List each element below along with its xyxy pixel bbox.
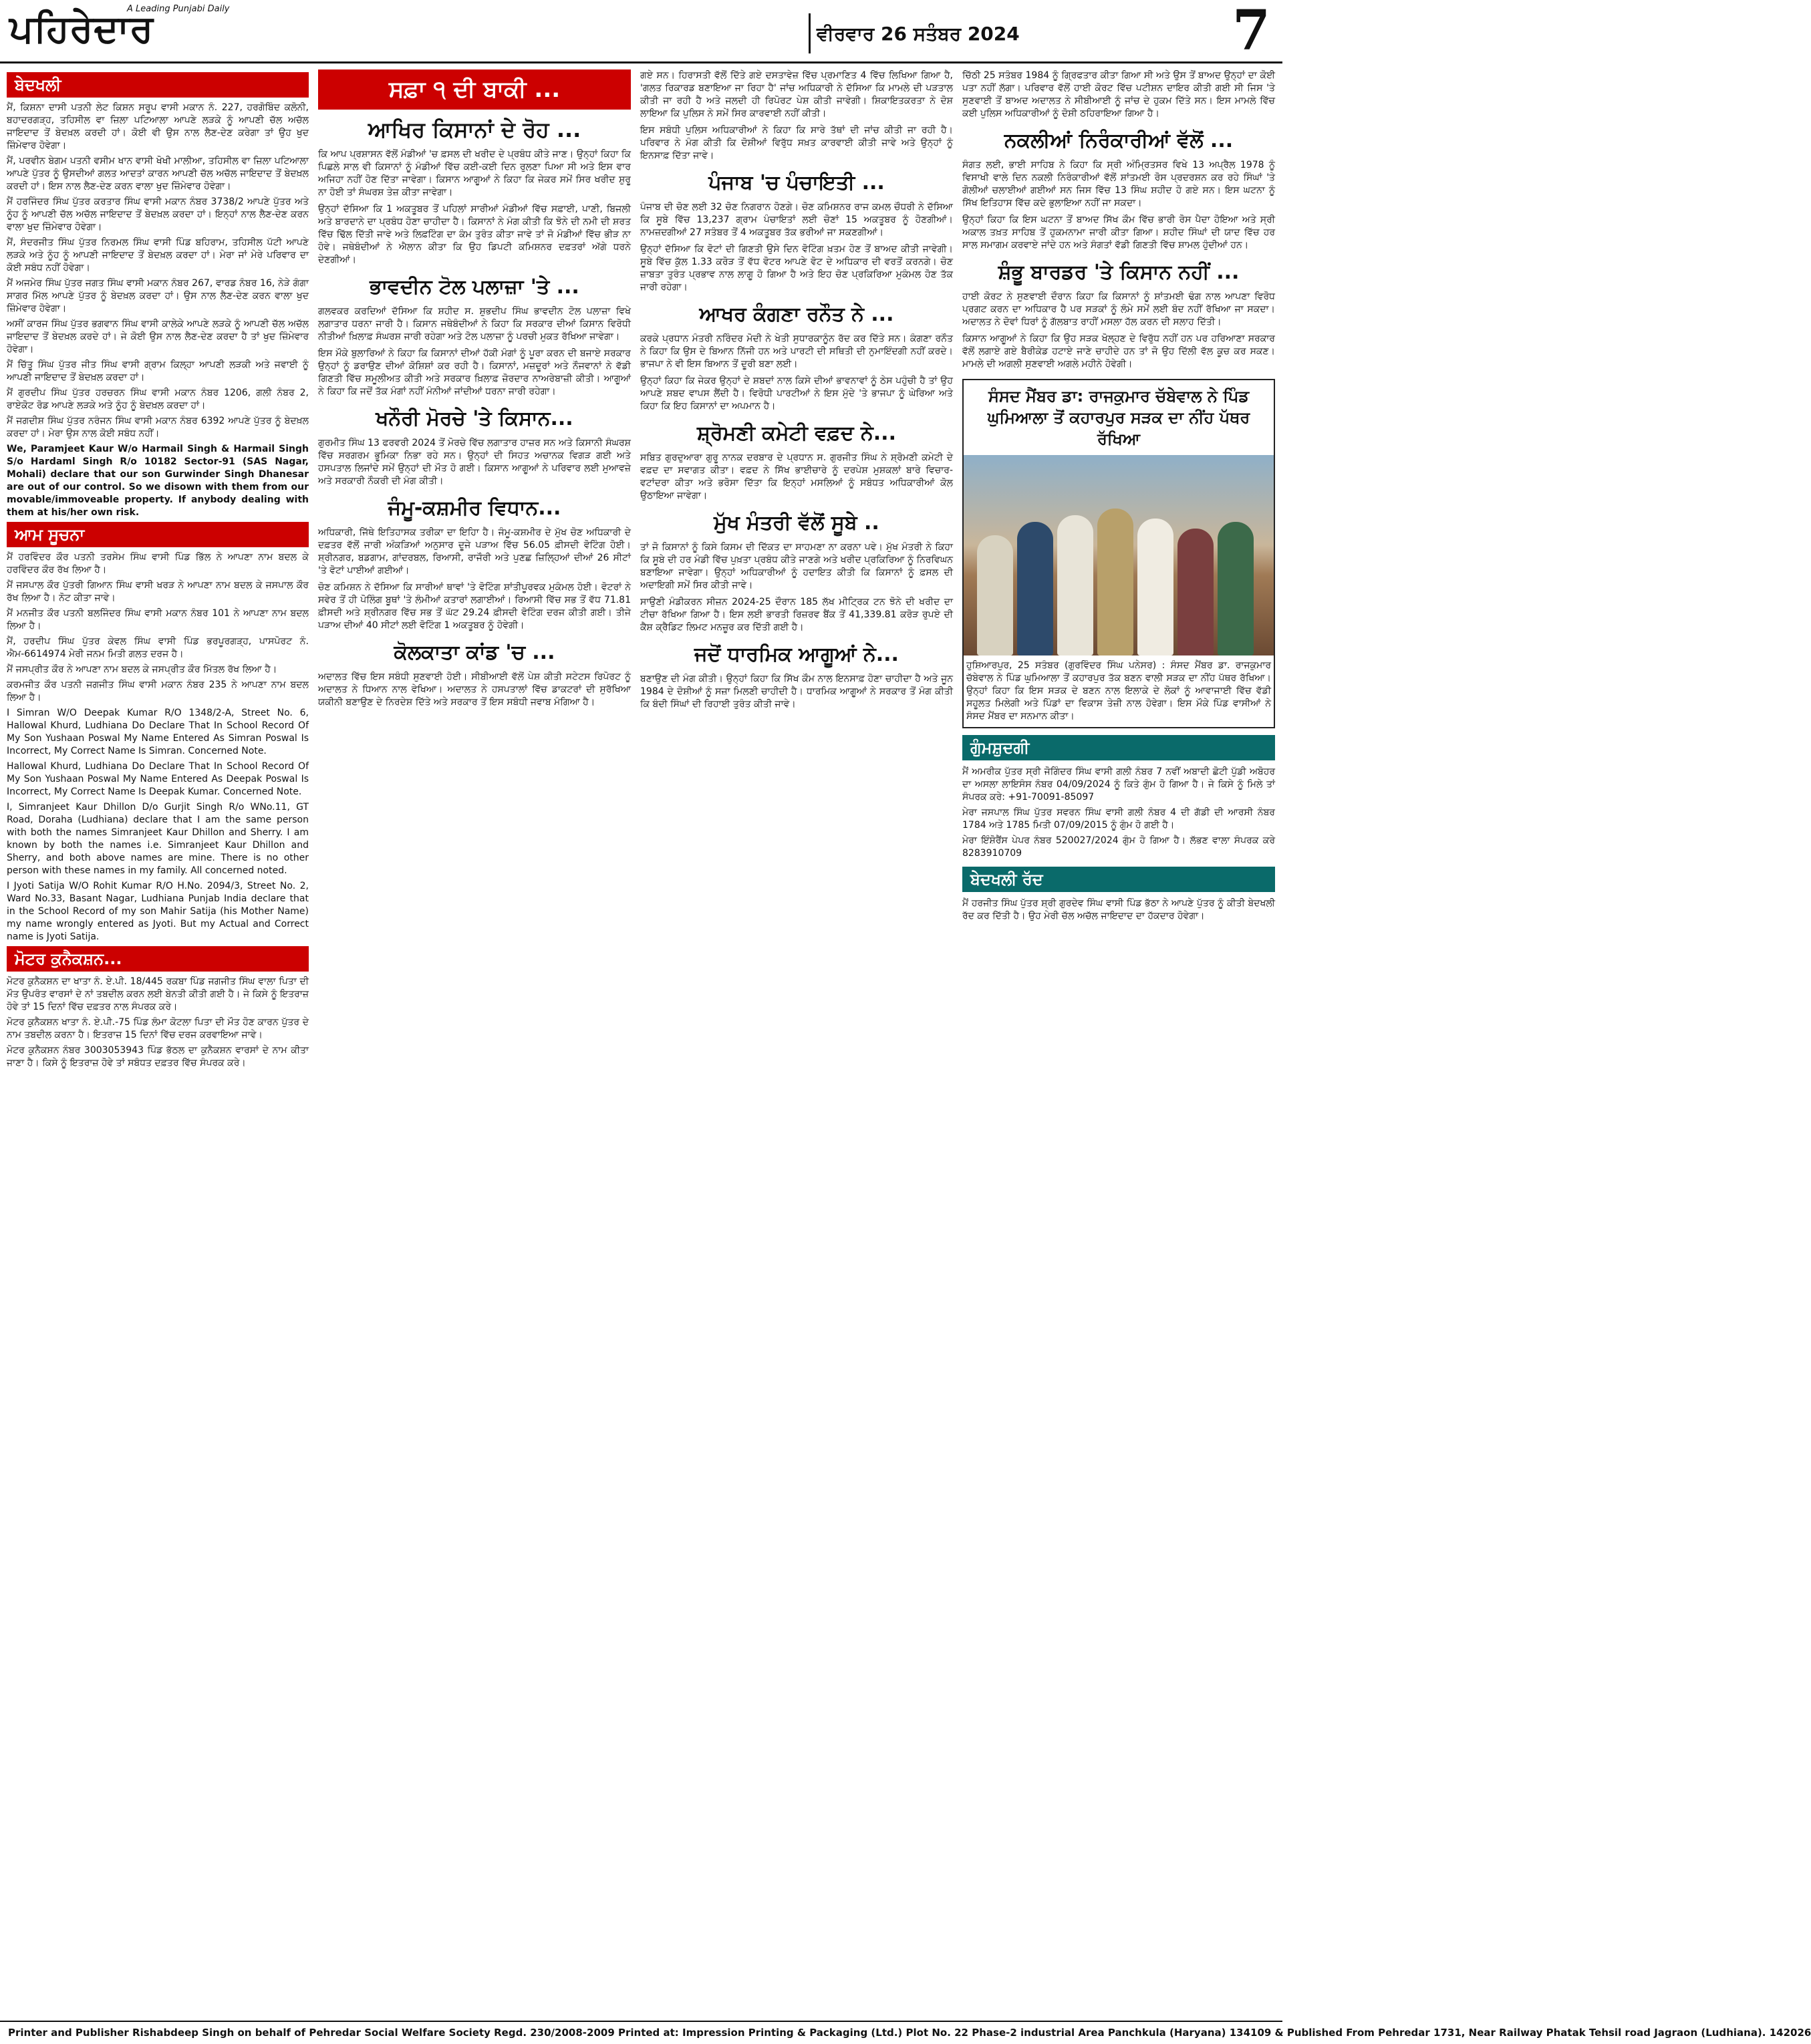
article-paragraph: ਚਿੱਠੀ 25 ਸਤੰਬਰ 1984 ਨੂੰ ਗ੍ਰਿਫਤਾਰ ਕੀਤਾ ਗਿਆ ਸੀ ਅਤੇ ਉਸ ਤੋਂ ਬਾਅਦ ਉਨ੍ਹਾਂ ਦਾ ਕੋਈ ਪਤਾ ਨਹੀਂ ਲੱਗਾ। ਪਰਿਵਾਰ ਵੱਲੋਂ ਹਾਈ ਕੋਰਟ ਵਿੱਚ ਪਟੀਸ਼ਨ ਦਾਇਰ ਕੀਤੀ ਗਈ ਸੀ ਜਿਸ 'ਤੇ ਸੁਣਵਾਈ ਤੋਂ ਬਾਅਦ ਅਦਾਲਤ ਨੇ ਸੀਬੀਆਈ ਨੂੰ ਜਾਂਚ ਦੇ ਹੁਕਮ ਦਿੱਤੇ ਸਨ। ਇਸ ਮਾਮਲੇ ਵਿੱਚ ਕਈ ਪੁਲਿਸ ਅਧਿਕਾਰੀਆਂ ਨੂੰ ਦੋਸ਼ੀ ਠਹਿਰਾਇਆ ਗਿਆ ਹੈ। <box>962 70 1275 119</box>
notice-item: ਮੋਟਰ ਕੁਨੈਕਸ਼ਨ ਨੰਬਰ 3003053943 ਪਿੰਡ ਭੱਠਲ ਦਾ ਕੁਨੈਕਸ਼ਨ ਵਾਰਸਾਂ ਦੇ ਨਾਮ ਕੀਤਾ ਜਾਣਾ ਹੈ। ਕਿਸੇ ਨੂੰ ਇਤਰਾਜ਼ ਹੋਵੇ ਤਾਂ ਸਬੰਧਤ ਦਫ਼ਤਰ ਵਿੱਚ ਸੰਪਰਕ ਕਰੇ। <box>7 1045 309 1068</box>
section-header-motor-connection: ਮੋਟਰ ਕੁਨੈਕਸ਼ਨ... <box>7 946 309 972</box>
photo-person <box>1017 522 1053 655</box>
notice-item: ਮੈਂ ਹਰਜਿੰਦਰ ਸਿੰਘ ਪੁੱਤਰ ਕਰਤਾਰ ਸਿੰਘ ਵਾਸੀ ਮਕਾਨ ਨੰਬਰ 3738/2 ਆਪਣੇ ਪੁੱਤਰ ਅਤੇ ਨੂੰਹ ਨੂੰ ਆਪਣੀ ਚੱਲ ਅਚੱਲ ਜਾਇਦਾਦ ਤੋਂ ਬੇਦਖ਼ਲ ਕਰਦਾ ਹਾਂ। ਇਨ੍ਹਾਂ ਨਾਲ ਲੈਣ-ਦੇਣ ਕਰਨ ਵਾਲਾ ਖੁਦ ਜ਼ਿੰਮੇਵਾਰ ਹੋਵੇਗਾ। <box>7 196 309 233</box>
notice-item: I Jyoti Satija W/O Rohit Kumar R/O H.No. 2094/3, Street No. 2, Ward No.33, Basant Nagar, Ludhiana Punjab India declare that in the School Record of my son Mahir Satija (his Mother Name) my name wrongly entered as Jyoti. But my Actual and Correct name is Jyoti Satija. <box>7 881 309 942</box>
notice-list-motor <box>7 976 309 1070</box>
notice-item: ਮੋਟਰ ਕੁਨੈਕਸ਼ਨ ਖਾਤਾ ਨੰ. ਏ.ਪੀ.-75 ਪਿੰਡ ਲੰਮਾ ਕੋਟਲਾ ਪਿਤਾ ਦੀ ਮੌਤ ਹੋਣ ਕਾਰਨ ਪੁੱਤਰ ਦੇ ਨਾਮ ਤਬਦੀਲ ਕਰਨਾ ਹੈ। ਇਤਰਾਜ਼ 15 ਦਿਨਾਂ ਵਿੱਚ ਦਰਜ ਕਰਵਾਇਆ ਜਾਵੇ। <box>7 1017 309 1040</box>
notice-item: I Simran W/O Deepak Kumar R/O 1348/2-A, Street No. 6, Hallowal Khurd, Ludhiana Do Declare That In School Record Of My Son Yushaan Poswal My Name Entered As Simran Poswal Is Incorrect, My Correct Name Is Simran. Concerned Note. <box>7 708 309 756</box>
notice-item: ਮੇਰਾ ਇੰਸ਼ੋਰੈਂਸ ਪੇਪਰ ਨੰਬਰ 520027/2024 ਗੁੰਮ ਹੋ ਗਿਆ ਹੈ। ਲੱਭਣ ਵਾਲਾ ਸੰਪਰਕ ਕਰੇ 8283910709 <box>962 835 1275 859</box>
article-body <box>962 69 1275 120</box>
notice-item: ਕਰਮਜੀਤ ਕੌਰ ਪਤਨੀ ਜਗਜੀਤ ਸਿੰਘ ਵਾਸੀ ਮਕਾਨ ਨੰਬਰ 235 ਨੇ ਆਪਣਾ ਨਾਮ ਬਦਲ ਲਿਆ ਹੈ। <box>7 680 309 703</box>
article-paragraph: ਚੋਣ ਕਮਿਸ਼ਨ ਨੇ ਦੱਸਿਆ ਕਿ ਸਾਰੀਆਂ ਥਾਵਾਂ 'ਤੇ ਵੋਟਿੰਗ ਸ਼ਾਂਤੀਪੂਰਵਕ ਮੁਕੰਮਲ ਹੋਈ। ਵੋਟਰਾਂ ਨੇ ਸਵੇਰ ਤੋਂ ਹੀ ਪੋਲਿੰਗ ਬੂਥਾਂ 'ਤੇ ਲੰਮੀਆਂ ਕਤਾਰਾਂ ਲਗਾਈਆਂ। ਰਿਆਸੀ ਵਿੱਚ ਸਭ ਤੋਂ ਵੱਧ 71.81 ਫ਼ੀਸਦੀ ਅਤੇ ਸ਼੍ਰੀਨਗਰ ਵਿੱਚ ਸਭ ਤੋਂ ਘੱਟ 29.24 ਫ਼ੀਸਦੀ ਵੋਟਿੰਗ ਦਰਜ ਕੀਤੀ ਗਈ। ਤੀਜੇ ਪੜਾਅ ਦੀਆਂ 40 ਸੀਟਾਂ ਲਈ ਵੋਟਿੰਗ 1 ਅਕਤੂਬਰ ਨੂੰ ਹੋਵੇਗੀ। <box>318 582 631 631</box>
article-paragraph: ਅਦਾਲਤ ਵਿੱਚ ਇਸ ਸਬੰਧੀ ਸੁਣਵਾਈ ਹੋਈ। ਸੀਬੀਆਈ ਵੱਲੋਂ ਪੇਸ਼ ਕੀਤੀ ਸਟੇਟਸ ਰਿਪੋਰਟ ਨੂੰ ਅਦਾਲਤ ਨੇ ਧਿਆਨ ਨਾਲ ਵੇਖਿਆ। ਅਦਾਲਤ ਨੇ ਹਸਪਤਾਲਾਂ ਵਿੱਚ ਡਾਕਟਰਾਂ ਦੀ ਸੁਰੱਖਿਆ ਯਕੀਨੀ ਬਣਾਉਣ ਦੇ ਨਿਰਦੇਸ਼ ਦਿੱਤੇ ਅਤੇ ਸਰਕਾਰ ਤੋਂ ਇਸ ਸਬੰਧੀ ਜਵਾਬ ਮੰਗਿਆ ਹੈ। <box>318 672 631 708</box>
notice-item: Hallowal Khurd, Ludhiana Do Declare That In School Record Of My Son Yushaan Poswal My Name Entered As Deepak Poswal Is Incorrect, My Correct Name Is Deepak Kumar. Concerned Note. <box>7 761 309 797</box>
headline-toll-plaza: ਭਾਵਦੀਨ ਟੋਲ ਪਲਾਜ਼ਾ 'ਤੇ ... <box>370 275 579 299</box>
article-paragraph: ਕਰਕੇ ਪ੍ਰਧਾਨ ਮੰਤਰੀ ਨਰਿੰਦਰ ਮੋਦੀ ਨੇ ਖੇਤੀ ਸੁਧਾਰਕਾਨੂੰਨ ਰੱਦ ਕਰ ਦਿੱਤੇ ਸਨ। ਕੰਗਣਾ ਰਨੌਤ ਨੇ ਕਿਹਾ ਕਿ ਉਸ ਦੇ ਬਿਆਨ ਨਿੱਜੀ ਹਨ ਅਤੇ ਪਾਰਟੀ ਦੀ ਸਥਿਤੀ ਦੀ ਨੁਮਾਇੰਦਗੀ ਨਹੀਂ ਕਰਦੇ। ਭਾਜਪਾ ਨੇ ਵੀ ਇਸ ਬਿਆਨ ਤੋਂ ਦੂਰੀ ਬਣਾ ਲਈ। <box>640 333 953 370</box>
notice-list-disownment <box>7 102 309 440</box>
notice-item: ਮੈਂ ਅਮਰੀਕ ਪੁੱਤਰ ਸ੍ਰੀ ਜੋਗਿੰਦਰ ਸਿੰਘ ਵਾਸੀ ਗਲੀ ਨੰਬਰ 7 ਨਵੀਂ ਅਬਾਦੀ ਛੋਟੀ ਪੁੱਡੀ ਅਬੋਹਰ ਦਾ ਅਸਲਾ ਲਾਇਸੰਸ ਨੰਬਰ 04/09/2024 ਨੂੰ ਕਿਤੇ ਗੁੰਮ ਹੋ ਗਿਆ ਹੈ। ਜੇ ਕਿਸੇ ਨੂੰ ਮਿਲੇ ਤਾਂ ਸੰਪਰਕ ਕਰੇ: +91-70091-85097 <box>962 766 1275 802</box>
article-paragraph: ਅਧਿਕਾਰੀ, ਜਿੱਥੇ ਇਤਿਹਾਸਕ ਤਰੀਕਾ ਦਾ ਇਹਿਾ ਹੈ। ਜੰਮੂ-ਕਸ਼ਮੀਰ ਦੇ ਮੁੱਖ ਚੋਣ ਅਧਿਕਾਰੀ ਦੇ ਦਫ਼ਤਰ ਵੱਲੋਂ ਜਾਰੀ ਅੰਕੜਿਆਂ ਅਨੁਸਾਰ ਦੂਜੇ ਪੜਾਅ ਵਿੱਚ 56.05 ਫ਼ੀਸਦੀ ਵੋਟਿੰਗ ਹੋਈ। ਸ਼੍ਰੀਨਗਰ, ਬਡਗਾਮ, ਗਾਂਦਰਬਲ, ਰਿਆਸੀ, ਰਾਜੌਰੀ ਅਤੇ ਪੁਣਛ ਜ਼ਿਲ੍ਹਿਆਂ ਦੀਆਂ 26 ਸੀਟਾਂ 'ਤੇ ਵੋਟਾਂ ਪਾਈਆਂ ਗਈਆਂ। <box>318 527 631 576</box>
notice-item: ਮੈਂ ਜਸਪ੍ਰੀਤ ਕੌਰ ਨੇ ਆਪਣਾ ਨਾਮ ਬਦਲ ਕੇ ਜਸਪ੍ਰੀਤ ਕੌਰ ਮਿੱਤਲ ਰੱਖ ਲਿਆ ਹੈ। <box>7 664 277 675</box>
issue-date: ਵੀਰਵਾਰ 26 ਸਤੰਬਰ 2024 <box>817 23 1020 45</box>
headline-kangana-ranaut: ਆਖਰ ਕੰਗਣਾ ਰਨੌਤ ਨੇ ... <box>699 303 894 326</box>
notice-item: ਮੈਂ ਅਜਮੇਰ ਸਿੰਘ ਪੁੱਤਰ ਜਗਤ ਸਿੰਘ ਵਾਸੀ ਮਕਾਨ ਨੰਬਰ 267, ਵਾਰਡ ਨੰਬਰ 16, ਨੇੜੇ ਗੰਗਾ ਸਾਗਰ ਮਿੱਲ ਆਪਣੇ ਪੁੱਤਰ ਨੂੰ ਬੇਦਖ਼ਲ ਕਰਦਾ ਹਾਂ। ਉਸ ਨਾਲ ਲੈਣ-ਦੇਣ ਕਰਨ ਵਾਲਾ ਖੁਦ ਜ਼ਿੰਮੇਵਾਰ ਹੋਵੇਗਾ। <box>7 278 309 314</box>
imprint-footer: Printer and Publisher Rishabdeep Singh on behalf of Pehredar Social Welfare Society Regd. 230/2008-2009 Printed at: Impression Printing & Packaging (Ltd.) Plot No. 22 Phase-2 industrial Area Panchkula (Haryana) 134109 & Published From Pehredar 1731, Near Railway Phatak Tehsil road Jagraon (Ludhiana). 142026 <box>0 2021 1282 2044</box>
article-paragraph: ਹਾਈ ਕੋਰਟ ਨੇ ਸੁਣਵਾਈ ਦੌਰਾਨ ਕਿਹਾ ਕਿ ਕਿਸਾਨਾਂ ਨੂੰ ਸ਼ਾਂਤਮਈ ਢੰਗ ਨਾਲ ਆਪਣਾ ਵਿਰੋਧ ਪ੍ਰਗਟ ਕਰਨ ਦਾ ਅਧਿਕਾਰ ਹੈ ਪਰ ਸੜਕਾਂ ਨੂੰ ਲੰਮੇ ਸਮੇਂ ਲਈ ਬੰਦ ਨਹੀਂ ਰੱਖਿਆ ਜਾ ਸਕਦਾ। ਅਦਾਲਤ ਨੇ ਦੋਵਾਂ ਧਿਰਾਂ ਨੂੰ ਗੱਲਬਾਤ ਰਾਹੀਂ ਮਸਲਾ ਹੱਲ ਕਰਨ ਦੀ ਸਲਾਹ ਦਿੱਤੀ। <box>962 291 1275 327</box>
article-body <box>640 69 953 162</box>
article-paragraph: ਕਿਸਾਨ ਆਗੂਆਂ ਨੇ ਕਿਹਾ ਕਿ ਉਹ ਸੜਕ ਖੋਲ੍ਹਣ ਦੇ ਵਿਰੁੱਧ ਨਹੀਂ ਹਨ ਪਰ ਹਰਿਆਣਾ ਸਰਕਾਰ ਵੱਲੋਂ ਲਗਾਏ ਗਏ ਬੈਰੀਕੇਡ ਹਟਾਏ ਜਾਣੇ ਚਾਹੀਦੇ ਹਨ ਤਾਂ ਜੋ ਉਹ ਦਿੱਲੀ ਵੱਲ ਕੂਚ ਕਰ ਸਕਣ। ਮਾਮਲੇ ਦੀ ਅਗਲੀ ਸੁਣਵਾਈ ਅਗਲੇ ਮਹੀਨੇ ਹੋਵੇਗੀ। <box>962 333 1275 370</box>
headline-panchayat-elections: ਪੰਜਾਬ 'ਚ ਪੰਚਾਇਤੀ ... <box>708 171 885 194</box>
article-paragraph: ਕਿ ਆਪ ਪ੍ਰਸ਼ਾਸਨ ਵੱਲੋਂ ਮੰਡੀਆਂ 'ਚ ਫ਼ਸਲ ਦੀ ਖਰੀਦ ਦੇ ਪ੍ਰਬੰਧ ਕੀਤੇ ਜਾਣ। ਉਨ੍ਹਾਂ ਕਿਹਾ ਕਿ ਪਿਛਲੇ ਸਾਲ ਵੀ ਕਿਸਾਨਾਂ ਨੂੰ ਮੰਡੀਆਂ ਵਿੱਚ ਕਈ-ਕਈ ਦਿਨ ਰੁਲਣਾ ਪਿਆ ਸੀ ਅਤੇ ਇਸ ਵਾਰ ਅਜਿਹਾ ਨਹੀਂ ਹੋਣ ਦਿੱਤਾ ਜਾਵੇਗਾ। ਕਿਸਾਨ ਆਗੂਆਂ ਨੇ ਕਿਹਾ ਕਿ ਜੇਕਰ ਸਮੇਂ ਸਿਰ ਖਰੀਦ ਸ਼ੁਰੂ ਨਾ ਹੋਈ ਤਾਂ ਸੰਘਰਸ਼ ਤੇਜ਼ ਕੀਤਾ ਜਾਵੇਗਾ। <box>318 149 631 198</box>
headline-kolkata-case: ਕੋਲਕਾਤਾ ਕਾਂਡ 'ਚ ... <box>394 641 555 664</box>
notice-item: ਮੈਂ ਹਰਜੀਤ ਸਿੰਘ ਪੁੱਤਰ ਸ਼੍ਰੀ ਗੁਰਦੇਵ ਸਿੰਘ ਵਾਸੀ ਪਿੰਡ ਭੱਠਾ ਨੇ ਆਪਣੇ ਪੁੱਤਰ ਨੂੰ ਕੀਤੀ ਬੇਦਖਲੀ ਰੱਦ ਕਰ ਦਿੱਤੀ ਹੈ। ਉਹ ਮੇਰੀ ਚੱਲ ਅਚੱਲ ਜਾਇਦਾਦ ਦਾ ਹੱਕਦਾਰ ਹੋਵੇਗਾ। <box>962 898 1275 921</box>
notice-list-cancel <box>962 897 1275 923</box>
masthead-divider <box>809 13 811 53</box>
newspaper-logo: ਪਹਿਰੇਦਾਰ <box>9 7 154 51</box>
notice-item: ਮੋਟਰ ਕੁਨੈਕਸ਼ਨ ਦਾ ਖਾਤਾ ਨੰ. ਏ.ਪੀ. 18/445 ਰਕਬਾ ਪਿੰਡ ਜਗਜੀਤ ਸਿੰਘ ਵਾਲਾ ਪਿਤਾ ਦੀ ਮੌਤ ਉਪਰੰਤ ਵਾਰਸਾਂ ਦੇ ਨਾਂ ਤਬਦੀਲ ਕਰਨ ਲਈ ਬੇਨਤੀ ਕੀਤੀ ਗਈ ਹੈ। ਜੇ ਕਿਸੇ ਨੂੰ ਇਤਰਾਜ਼ ਹੋਵੇ ਤਾਂ 15 ਦਿਨਾਂ ਵਿੱਚ ਦਫ਼ਤਰ ਨਾਲ ਸੰਪਰਕ ਕਰੇ। <box>7 976 309 1012</box>
english-notice: We, Paramjeet Kaur W/o Harmail Singh & Harmail Singh S/o Hardaml Singh R/o 10182 Sector-91 (SAS Nagar, Mohali) declare that our son Gurwinder Singh Dhanesar are out of our control. So we disown with them from our movable/immoveable property. If anybody dealing with them at his/her own risk. <box>7 444 309 518</box>
photo-headline: ਸੰਸਦ ਮੈਂਬਰ ਡਾ: ਰਾਜਕੁਮਾਰ ਚੱਬੇਵਾਲ ਨੇ ਪਿੰਡ ਘੁਮਿਆਲਾ ਤੋਂ ਕਹਾਰਪੁਰ ਸੜਕ ਦਾ ਨੀਂਹ ਪੱਥਰ ਰੱਖਿਆ <box>987 387 1250 448</box>
article-paragraph: ਇਸ ਮੌਕੇ ਬੁਲਾਰਿਆਂ ਨੇ ਕਿਹਾ ਕਿ ਕਿਸਾਨਾਂ ਦੀਆਂ ਹੱਕੀ ਮੰਗਾਂ ਨੂੰ ਪੂਰਾ ਕਰਨ ਦੀ ਬਜਾਏ ਸਰਕਾਰ ਉਨ੍ਹਾਂ ਨੂੰ ਡਰਾਉਣ ਦੀਆਂ ਕੋਸ਼ਿਸ਼ਾਂ ਕਰ ਰਹੀ ਹੈ। ਕਿਸਾਨਾਂ, ਮਜ਼ਦੂਰਾਂ ਅਤੇ ਨੌਜਵਾਨਾਂ ਨੇ ਵੱਡੀ ਗਿਣਤੀ ਵਿੱਚ ਸ਼ਮੂਲੀਅਤ ਕੀਤੀ ਅਤੇ ਸਰਕਾਰ ਖ਼ਿਲਾਫ਼ ਜ਼ੋਰਦਾਰ ਨਾਅਰੇਬਾਜ਼ੀ ਕੀਤੀ। ਆਗੂਆਂ ਨੇ ਕਿਹਾ ਕਿ ਜਦੋਂ ਤੱਕ ਮੰਗਾਂ ਨਹੀਂ ਮੰਨੀਆਂ ਜਾਂਦੀਆਂ ਧਰਨਾ ਜਾਰੀ ਰਹੇਗਾ। <box>318 348 631 397</box>
article-paragraph: ਇਸ ਸਬੰਧੀ ਪੁਲਿਸ ਅਧਿਕਾਰੀਆਂ ਨੇ ਕਿਹਾ ਕਿ ਸਾਰੇ ਤੱਥਾਂ ਦੀ ਜਾਂਚ ਕੀਤੀ ਜਾ ਰਹੀ ਹੈ। ਪਰਿਵਾਰ ਨੇ ਮੰਗ ਕੀਤੀ ਕਿ ਦੋਸ਼ੀਆਂ ਵਿਰੁੱਧ ਸਖ਼ਤ ਕਾਰਵਾਈ ਕੀਤੀ ਜਾਵੇ ਅਤੇ ਉਨ੍ਹਾਂ ਨੂੰ ਇਨਸਾਫ਼ ਦਿੱਤਾ ਜਾਵੇ। <box>640 125 953 161</box>
notice-item: ਮੇਰਾ ਜਸਪਾਲ ਸਿੰਘ ਪੁੱਤਰ ਸਵਰਨ ਸਿੰਘ ਵਾਸੀ ਗਲੀ ਨੰਬਰ 4 ਦੀ ਗੱਡੀ ਦੀ ਆਰਸੀ ਨੰਬਰ 1784 ਅਤੇ 1785 ਮਿਤੀ 07/09/2015 ਨੂੰ ਗੁੰਮ ਹੋ ਗਈ ਹੈ। <box>962 807 1275 831</box>
section-header-general-info: ਆਮ ਸੂਚਨਾ <box>7 522 309 547</box>
headline-sgpc-delegation: ਸ਼੍ਰੋਮਣੀ ਕਮੇਟੀ ਵਫ਼ਦ ਨੇ... <box>697 422 896 445</box>
article-body <box>962 159 1275 252</box>
headline-chief-minister: ਮੁੱਖ ਮੰਤਰੀ ਵੱਲੋਂ ਸੂਬੇ .. <box>714 511 879 535</box>
section-header-disownment: ਬੇਦਖਲੀ <box>7 72 309 98</box>
notice-item: ਮੈਂ, ਪਰਵੀਨ ਬੇਗਮ ਪਤਨੀ ਵਸੀਮ ਖਾਨ ਵਾਸੀ ਖੋਖੀ ਮਾਲੀਆ, ਤਹਿਸੀਲ ਵਾ ਜ਼ਿਲਾ ਪਟਿਆਲਾ ਆਪਣੇ ਪੁੱਤਰ ਨੂੰ ਉਸਦੀਆਂ ਗਲਤ ਆਦਤਾਂ ਕਾਰਨ ਆਪਣੀ ਚੱਲ ਅਚੱਲ ਜਾਇਦਾਦ ਤੋਂ ਬੇਦਖ਼ਲ ਕਰਦੀ ਹਾਂ। ਇਸ ਨਾਲ ਲੈਣ-ਦੇਣ ਕਰਨ ਵਾਲਾ ਖੁਦ ਜ਼ਿੰਮੇਵਾਰ ਹੋਵੇਗਾ। <box>7 156 309 192</box>
headline-shambhu-border: ਸ਼ੰਭੂ ਬਾਰਡਰ 'ਤੇ ਕਿਸਾਨ ਨਹੀਂ ... <box>998 261 1240 284</box>
notice-item: ਮੈਂ ਚਿੱਤੂ ਸਿੰਘ ਪੁੱਤਰ ਜੀਤ ਸਿੰਘ ਵਾਸੀ ਗ੍ਰਾਮ ਕਿਲ੍ਹਾ ਆਪਣੀ ਲੜਕੀ ਅਤੇ ਜਵਾਈ ਨੂੰ ਆਪਣੀ ਜਾਇਦਾਦ ਤੋਂ ਬੇਦਖ਼ਲ ਕਰਦਾ ਹਾਂ। <box>7 359 309 383</box>
notice-list-missing <box>962 766 1275 860</box>
article-paragraph: ਸਾਉਣੀ ਮੰਡੀਕਰਨ ਸੀਜ਼ਨ 2024-25 ਦੌਰਾਨ 185 ਲੱਖ ਮੀਟ੍ਰਿਕ ਟਨ ਝੋਨੇ ਦੀ ਖਰੀਦ ਦਾ ਟੀਚਾ ਰੱਖਿਆ ਗਿਆ ਹੈ। ਇਸ ਲਈ ਭਾਰਤੀ ਰਿਜ਼ਰਵ ਬੈਂਕ ਤੋਂ 41,339.81 ਕਰੋੜ ਰੁਪਏ ਦੀ ਕੈਸ਼ ਕ੍ਰੈਡਿਟ ਲਿਮਟ ਮਨਜ਼ੂਰ ਕਰ ਦਿੱਤੀ ਗਈ ਹੈ। <box>640 597 953 633</box>
article-paragraph: ਉਨ੍ਹਾਂ ਦੱਸਿਆ ਕਿ 1 ਅਕਤੂਬਰ ਤੋਂ ਪਹਿਲਾਂ ਸਾਰੀਆਂ ਮੰਡੀਆਂ ਵਿੱਚ ਸਫ਼ਾਈ, ਪਾਣੀ, ਬਿਜਲੀ ਅਤੇ ਬਾਰਦਾਨੇ ਦਾ ਪ੍ਰਬੰਧ ਹੋਣਾ ਚਾਹੀਦਾ ਹੈ। ਕਿਸਾਨਾਂ ਨੇ ਮੰਗ ਕੀਤੀ ਕਿ ਝੋਨੇ ਦੀ ਨਮੀ ਦੀ ਸ਼ਰਤ ਵਿੱਚ ਢਿੱਲ ਦਿੱਤੀ ਜਾਵੇ ਅਤੇ ਲਿਫ਼ਟਿੰਗ ਦਾ ਕੰਮ ਤੁਰੰਤ ਕੀਤਾ ਜਾਵੇ ਤਾਂ ਜੋ ਮੰਡੀਆਂ ਵਿੱਚ ਭੀੜ ਨਾ ਹੋਵੇ। ਜਥੇਬੰਦੀਆਂ ਨੇ ਐਲਾਨ ਕੀਤਾ ਕਿ ਉਹ ਡਿਪਟੀ ਕਮਿਸ਼ਨਰ ਦਫ਼ਤਰਾਂ ਅੱਗੇ ਧਰਨੇ ਦੇਣਗੀਆਂ। <box>318 204 631 265</box>
tagline: A Leading Punjabi Daily <box>127 4 230 14</box>
article-paragraph: ਸਬਿਤ ਗੁਰਦੁਆਰਾ ਗੁਰੂ ਨਾਨਕ ਦਰਬਾਰ ਦੇ ਪ੍ਰਧਾਨ ਸ. ਗੁਰਜੀਤ ਸਿੰਘ ਨੇ ਸ਼੍ਰੋਮਣੀ ਕਮੇਟੀ ਦੇ ਵਫ਼ਦ ਦਾ ਸਵਾਗਤ ਕੀਤਾ। ਵਫ਼ਦ ਨੇ ਸਿੱਖ ਭਾਈਚਾਰੇ ਨੂੰ ਦਰਪੇਸ਼ ਮੁਸ਼ਕਲਾਂ ਬਾਰੇ ਵਿਚਾਰ-ਵਟਾਂਦਰਾ ਕੀਤਾ ਅਤੇ ਭਰੋਸਾ ਦਿੱਤਾ ਕਿ ਇਨ੍ਹਾਂ ਮਸਲਿਆਂ ਨੂੰ ਸਬੰਧਤ ਅਧਿਕਾਰੀਆਂ ਕੋਲ ਉਠਾਇਆ ਜਾਵੇਗਾ। <box>640 452 953 501</box>
article-body <box>318 671 631 709</box>
masthead <box>0 0 1282 63</box>
article-paragraph: ਪੰਜਾਬ ਦੀ ਚੋਣ ਲਈ 32 ਚੋਣ ਨਿਗਰਾਨ ਹੋਣਗੇ। ਚੋਣ ਕਮਿਸ਼ਨਰ ਰਾਜ ਕਮਲ ਚੌਧਰੀ ਨੇ ਦੱਸਿਆ ਕਿ ਸੂਬੇ ਵਿੱਚ 13,237 ਗ੍ਰਾਮ ਪੰਚਾਇਤਾਂ ਲਈ ਚੋਣਾਂ 15 ਅਕਤੂਬਰ ਨੂੰ ਹੋਣਗੀਆਂ। ਨਾਮਜ਼ਦਗੀਆਂ 27 ਸਤੰਬਰ ਤੋਂ 4 ਅਕਤੂਬਰ ਤੱਕ ਭਰੀਆਂ ਜਾ ਸਕਣਗੀਆਂ। <box>640 202 953 238</box>
section-header-missing: ਗੁੰਮਸ਼ੁਦਗੀ <box>962 735 1275 760</box>
photo-person <box>977 535 1013 655</box>
article-body <box>640 333 953 413</box>
headline-religious-leaders: ਜਦੋਂ ਧਾਰਮਿਕ ਆਗੂਆਂ ਨੇ... <box>694 643 899 666</box>
news-photo <box>964 455 1274 655</box>
article-body <box>318 305 631 398</box>
article-paragraph: ਗਲਵਕਰ ਕਰਦਿਆਂ ਦੱਸਿਆ ਕਿ ਸ਼ਹੀਦ ਸ. ਸ਼ੁਭਦੀਪ ਸਿੰਘ ਭਾਵਦੀਨ ਟੋਲ ਪਲਾਜ਼ਾ ਵਿਖੇ ਲਗਾਤਾਰ ਧਰਨਾ ਜਾਰੀ ਹੈ। ਕਿਸਾਨ ਜਥੇਬੰਦੀਆਂ ਨੇ ਕਿਹਾ ਕਿ ਸਰਕਾਰ ਦੀਆਂ ਕਿਸਾਨ ਵਿਰੋਧੀ ਨੀਤੀਆਂ ਖ਼ਿਲਾਫ਼ ਸੰਘਰਸ਼ ਜਾਰੀ ਰਹੇਗਾ ਅਤੇ ਟੋਲ ਪਲਾਜ਼ਾ ਨੂੰ ਪਰਚੀ ਮੁਕਤ ਰੱਖਿਆ ਜਾਵੇਗਾ। <box>318 306 631 342</box>
notice-item: ਮੈਂ, ਸੰਦਰਜੀਤ ਸਿੰਘ ਪੁੱਤਰ ਨਿਰਮਲ ਸਿੰਘ ਵਾਸੀ ਪਿੰਡ ਬਹਿਰਾਮ, ਤਹਿਸੀਲ ਪੱਟੀ ਆਪਣੇ ਲੜਕੇ ਅਤੇ ਨੂੰਹ ਨੂੰ ਆਪਣੀ ਜਾਇਦਾਦ ਤੋਂ ਬੇਦਖ਼ਲ ਕਰਦਾ ਹਾਂ। ਮੇਰਾ ਜਾਂ ਮੇਰੇ ਪਰਿਵਾਰ ਦਾ ਕੋਈ ਸਬੰਧ ਨਹੀਂ ਹੋਵੇਗਾ। <box>7 237 309 273</box>
notice-item: ਮੈਂ, ਕਿਸ਼ਨਾ ਦਾਸੀ ਪਤਨੀ ਲੇਟ ਕਿਸ਼ਨ ਸਰੂਪ ਵਾਸੀ ਮਕਾਨ ਨੰ. 227, ਹਰਗੋਬਿੰਦ ਕਲੋਨੀ, ਬਹਾਦਰਗੜ੍ਹ, ਤਹਿਸੀਲ ਵਾ ਜ਼ਿਲਾ ਪਟਿਆਲਾ ਆਪਣੇ ਲੜਕੇ ਨੂੰ ਆਪਣੀ ਚੱਲ ਅਚੱਲ ਜਾਇਦਾਦ ਤੋਂ ਬੇਦਖ਼ਲ ਕਰਦੀ ਹਾਂ। ਕੋਈ ਵੀ ਉਸ ਨਾਲ ਲੈਣ-ਦੇਣ ਕਰੇਗਾ ਤਾਂ ਉਹ ਖੁਦ ਜ਼ਿੰਮੇਵਾਰ ਹੋਵੇਗਾ। <box>7 102 309 151</box>
notice-item: ਮੈਂ, ਹਰਦੀਪ ਸਿੰਘ ਪੁੱਤਰ ਕੇਵਲ ਸਿੰਘ ਵਾਸੀ ਪਿੰਡ ਭਰਪੂਰਗੜ੍ਹ, ਪਾਸਪੋਰਟ ਨੰ. ਐਮ-6614974 ਮੇਰੀ ਜਨਮ ਮਿਤੀ ਗਲਤ ਦਰਜ ਹੈ। <box>7 636 309 660</box>
notice-item: ਮੈਂ ਗੁਰਦੀਪ ਸਿੰਘ ਪੁੱਤਰ ਹਰਚਰਨ ਸਿੰਘ ਵਾਸੀ ਮਕਾਨ ਨੰਬਰ 1206, ਗਲੀ ਨੰਬਰ 2, ਰਾਏਕੋਟ ਰੋਡ ਆਪਣੇ ਲੜਕੇ ਅਤੇ ਨੂੰਹ ਨੂੰ ਬੇਦਖ਼ਲ ਕਰਦਾ ਹਾਂ। <box>7 388 309 411</box>
photo-person <box>1097 508 1133 655</box>
article-paragraph: ਗੁਰਮੀਤ ਸਿੰਘ 13 ਫਰਵਰੀ 2024 ਤੋਂ ਮੋਰਚੇ ਵਿੱਚ ਲਗਾਤਾਰ ਹਾਜ਼ਰ ਸਨ ਅਤੇ ਕਿਸਾਨੀ ਸੰਘਰਸ਼ ਵਿੱਚ ਸਰਗਰਮ ਭੂਮਿਕਾ ਨਿਭਾ ਰਹੇ ਸਨ। ਉਨ੍ਹਾਂ ਦੀ ਸਿਹਤ ਅਚਾਨਕ ਵਿਗੜ ਗਈ ਅਤੇ ਹਸਪਤਾਲ ਲਿਜਾਂਦੇ ਸਮੇਂ ਉਨ੍ਹਾਂ ਦੀ ਮੌਤ ਹੋ ਗਈ। ਕਿਸਾਨ ਆਗੂਆਂ ਨੇ ਪਰਿਵਾਰ ਲਈ ਮੁਆਵਜ਼ੇ ਅਤੇ ਸਰਕਾਰੀ ਨੌਕਰੀ ਦੀ ਮੰਗ ਕੀਤੀ। <box>318 438 631 486</box>
article-body <box>962 291 1275 371</box>
column-classifieds <box>7 69 309 1072</box>
article-body <box>640 673 953 711</box>
article-body <box>318 527 631 632</box>
photo-person <box>1137 519 1173 655</box>
notice-list-general <box>7 551 309 704</box>
article-body <box>318 437 631 488</box>
article-paragraph: ਉਨ੍ਹਾਂ ਕਿਹਾ ਕਿ ਜੇਕਰ ਉਨ੍ਹਾਂ ਦੇ ਸ਼ਬਦਾਂ ਨਾਲ ਕਿਸੇ ਦੀਆਂ ਭਾਵਨਾਵਾਂ ਨੂੰ ਠੇਸ ਪਹੁੰਚੀ ਹੈ ਤਾਂ ਉਹ ਆਪਣੇ ਸ਼ਬਦ ਵਾਪਸ ਲੈਂਦੀ ਹੈ। ਵਿਰੋਧੀ ਪਾਰਟੀਆਂ ਨੇ ਇਸ ਮੁੱਦੇ 'ਤੇ ਭਾਜਪਾ ਨੂੰ ਘੇਰਿਆ ਅਤੇ ਕਿਹਾ ਕਿ ਇਹ ਕਿਸਾਨਾਂ ਦਾ ਅਪਮਾਨ ਹੈ। <box>640 376 953 412</box>
headline-jk-assembly: ਜੰਮੂ-ਕਸ਼ਮੀਰ ਵਿਧਾਨ... <box>388 496 561 520</box>
photo-person <box>1057 515 1093 655</box>
headline-farmers-anger: ਆਖਿਰ ਕਿਸਾਨਾਂ ਦੇ ਰੋਹ ... <box>368 117 581 142</box>
notice-item: ਅਸੀਂ ਕਾਰਜ ਸਿੰਘ ਪੁੱਤਰ ਭਗਵਾਨ ਸਿੰਘ ਵਾਸੀ ਕਾਲੇਕੇ ਆਪਣੇ ਲੜਕੇ ਨੂੰ ਆਪਣੀ ਚੱਲ ਅਚੱਲ ਜਾਇਦਾਦ ਤੋਂ ਬੇਦਖ਼ਲ ਕਰਦੇ ਹਾਂ। ਜੇ ਕੋਈ ਉਸ ਨਾਲ ਲੈਣ-ਦੇਣ ਕਰਦਾ ਹੈ ਤਾਂ ਖੁਦ ਜ਼ਿੰਮੇਵਾਰ ਹੋਵੇਗਾ। <box>7 319 309 355</box>
article-paragraph: ਬਣਾਉਣ ਦੀ ਮੰਗ ਕੀਤੀ। ਉਨ੍ਹਾਂ ਕਿਹਾ ਕਿ ਸਿੱਖ ਕੌਮ ਨਾਲ ਇਨਸਾਫ਼ ਹੋਣਾ ਚਾਹੀਦਾ ਹੈ ਅਤੇ ਜੂਨ 1984 ਦੇ ਦੋਸ਼ੀਆਂ ਨੂੰ ਸਜ਼ਾ ਮਿਲਣੀ ਚਾਹੀਦੀ ਹੈ। ਧਾਰਮਿਕ ਆਗੂਆਂ ਨੇ ਸਰਕਾਰ ਤੋਂ ਮੰਗ ਕੀਤੀ ਕਿ ਬੰਦੀ ਸਿੰਘਾਂ ਦੀ ਰਿਹਾਈ ਤੁਰੰਤ ਕੀਤੀ ਜਾਵੇ। <box>640 674 953 710</box>
notice-item: ਮੈਂ ਜਗਦੀਸ਼ ਸਿੰਘ ਪੁੱਤਰ ਨਰੰਜਨ ਸਿੰਘ ਵਾਸੀ ਮਕਾਨ ਨੰਬਰ 6392 ਆਪਣੇ ਪੁੱਤਰ ਨੂੰ ਬੇਦਖ਼ਲ ਕਰਦਾ ਹਾਂ। ਮੇਰਾ ਉਸ ਨਾਲ ਕੋਈ ਸਬੰਧ ਨਹੀਂ। <box>7 416 309 439</box>
column-continued-news <box>318 69 631 713</box>
article-body <box>640 541 953 634</box>
notice-item: I, Simranjeet Kaur Dhillon D/o Gurjit Singh R/o WNo.11, GT Road, Doraha (Ludhiana) declare that I am the same person with both the names Simranjeet Kaur Dhillon and Sherry. I am known by both the names i.e. Simranjeet Kaur Dhillon and Sherry, and both above names are mine. There is no other person with these names in my family. All concerned noted. <box>7 802 309 876</box>
headline-nirankari: ਨਕਲੀਆਂ ਨਿਰੰਕਾਰੀਆਂ ਵੱਲੋਂ ... <box>1004 129 1234 152</box>
headline-khanauri-morcha: ਖਨੌਰੀ ਮੋਰਚੇ 'ਤੇ ਕਿਸਾਨ... <box>376 407 573 430</box>
notice-item: ਮੈਂ ਹਰਵਿੰਦਰ ਕੌਰ ਪਤਨੀ ਤਰਸੇਮ ਸਿੰਘ ਵਾਸੀ ਪਿੰਡ ਭਿੱਲ ਨੇ ਆਪਣਾ ਨਾਮ ਬਦਲ ਕੇ ਹਰਵਿੰਦਰ ਕੌਰ ਰੱਖ ਲਿਆ ਹੈ। <box>7 552 309 575</box>
column-news-4 <box>962 69 1275 925</box>
photo-person <box>1177 529 1214 655</box>
article-paragraph: ਗਏ ਸਨ। ਹਿਰਾਸਤੀ ਵੱਲੋਂ ਦਿੱਤੇ ਗਏ ਦਸਤਾਵੇਜ਼ ਵਿੱਚ ਪ੍ਰਮਾਣਿਤ 4 ਵਿੱਚ ਲਿਖਿਆ ਗਿਆ ਹੈ, 'ਗਲਤ ਰਿਕਾਰਡ ਬਣਾਇਆ ਜਾ ਰਿਹਾ ਹੈ' ਜਾਂਚ ਅਧਿਕਾਰੀ ਨੇ ਦੱਸਿਆ ਕਿ ਮਾਮਲੇ ਦੀ ਪੜਤਾਲ ਕੀਤੀ ਜਾ ਰਹੀ ਹੈ ਅਤੇ ਜਲਦੀ ਹੀ ਰਿਪੋਰਟ ਪੇਸ਼ ਕੀਤੀ ਜਾਵੇਗੀ। ਸ਼ਿਕਾਇਤਕਰਤਾ ਨੇ ਦੋਸ਼ ਲਾਇਆ ਕਿ ਪੁਲਿਸ ਨੇ ਸਮੇਂ ਸਿਰ ਕਾਰਵਾਈ ਨਹੀਂ ਕੀਤੀ। <box>640 70 953 119</box>
article-paragraph: ਸੰਗਤ ਲਈ, ਭਾਈ ਸਾਹਿਬ ਨੇ ਕਿਹਾ ਕਿ ਸ੍ਰੀ ਅੰਮ੍ਰਿਤਸਰ ਵਿਖੇ 13 ਅਪ੍ਰੈਲ 1978 ਨੂੰ ਵਿਸਾਖੀ ਵਾਲੇ ਦਿਨ ਨਕਲੀ ਨਿਰੰਕਾਰੀਆਂ ਵੱਲੋਂ ਸ਼ਾਂਤਮਈ ਰੋਸ ਪ੍ਰਦਰਸ਼ਨ ਕਰ ਰਹੇ ਸਿੰਘਾਂ 'ਤੇ ਗੋਲੀਆਂ ਚਲਾਈਆਂ ਗਈਆਂ ਸਨ ਜਿਸ ਵਿੱਚ 13 ਸਿੰਘ ਸ਼ਹੀਦ ਹੋ ਗਏ ਸਨ। ਇਸ ਘਟਨਾ ਨੂੰ ਸਿੱਖ ਇਤਿਹਾਸ ਵਿੱਚ ਕਦੇ ਭੁਲਾਇਆ ਨਹੀਂ ਜਾ ਸਕਦਾ। <box>962 160 1275 208</box>
notice-item: ਮੈਂ ਮਨਜੀਤ ਕੌਰ ਪਤਨੀ ਬਲਜਿੰਦਰ ਸਿੰਘ ਵਾਸੀ ਮਕਾਨ ਨੰਬਰ 101 ਨੇ ਆਪਣਾ ਨਾਮ ਬਦਲ ਲਿਆ ਹੈ। <box>7 608 309 631</box>
section-header-disownment-cancelled: ਬੇਦਖਲੀ ਰੱਦ <box>962 867 1275 892</box>
photo-caption: ਹੁਸ਼ਿਆਰਪੁਰ, 25 ਸਤੰਬਰ (ਗੁਰਵਿੰਦਰ ਸਿੰਘ ਪਨੇਸਰ) : ਸੰਸਦ ਮੈਂਬਰ ਡਾ. ਰਾਜਕੁਮਾਰ ਚੱਬੇਵਾਲ ਨੇ ਪਿੰਡ ਘੁਮਿਆਲਾ ਤੋਂ ਕਹਾਰਪੁਰ ਤੱਕ ਬਣਨ ਵਾਲੀ ਸੜਕ ਦਾ ਨੀਂਹ ਪੱਥਰ ਰੱਖਿਆ। ਉਨ੍ਹਾਂ ਕਿਹਾ ਕਿ ਇਸ ਸੜਕ ਦੇ ਬਣਨ ਨਾਲ ਇਲਾਕੇ ਦੇ ਲੋਕਾਂ ਨੂੰ ਆਵਾਜਾਈ ਵਿੱਚ ਵੱਡੀ ਸਹੂਲਤ ਮਿਲੇਗੀ ਅਤੇ ਪਿੰਡਾਂ ਦਾ ਵਿਕਾਸ ਤੇਜ਼ੀ ਨਾਲ ਹੋਵੇਗਾ। ਇਸ ਮੌਕੇ ਪਿੰਡ ਵਾਸੀਆਂ ਨੇ ਸੰਸਦ ਮੈਂਬਰ ਦਾ ਸਨਮਾਨ ਕੀਤਾ। <box>966 660 1271 722</box>
article-paragraph: ਤਾਂ ਜੋ ਕਿਸਾਨਾਂ ਨੂੰ ਕਿਸੇ ਕਿਸਮ ਦੀ ਦਿੱਕਤ ਦਾ ਸਾਹਮਣਾ ਨਾ ਕਰਨਾ ਪਵੇ। ਮੁੱਖ ਮੰਤਰੀ ਨੇ ਕਿਹਾ ਕਿ ਸੂਬੇ ਦੀ ਹਰ ਮੰਡੀ ਵਿੱਚ ਪੁਖ਼ਤਾ ਪ੍ਰਬੰਧ ਕੀਤੇ ਜਾਣਗੇ ਅਤੇ ਖਰੀਦ ਪ੍ਰਕਿਰਿਆ ਨੂੰ ਨਿਰਵਿਘਨ ਬਣਾਇਆ ਜਾਵੇਗਾ। ਉਨ੍ਹਾਂ ਅਧਿਕਾਰੀਆਂ ਨੂੰ ਹਦਾਇਤ ਕੀਤੀ ਕਿ ਕਿਸਾਨਾਂ ਨੂੰ ਫ਼ਸਲ ਦੀ ਅਦਾਇਗੀ ਸਮੇਂ ਸਿਰ ਕੀਤੀ ਜਾਵੇ। <box>640 542 953 591</box>
continued-from-page-one-banner: ਸਫ਼ਾ ੧ ਦੀ ਬਾਕੀ ... <box>318 69 631 110</box>
article-paragraph: ਉਨ੍ਹਾਂ ਕਿਹਾ ਕਿ ਇਸ ਘਟਨਾ ਤੋਂ ਬਾਅਦ ਸਿੱਖ ਕੌਮ ਵਿੱਚ ਭਾਰੀ ਰੋਸ ਪੈਦਾ ਹੋਇਆ ਅਤੇ ਸ੍ਰੀ ਅਕਾਲ ਤਖ਼ਤ ਸਾਹਿਬ ਤੋਂ ਹੁਕਮਨਾਮਾ ਜਾਰੀ ਕੀਤਾ ਗਿਆ। ਸ਼ਹੀਦ ਸਿੰਘਾਂ ਦੀ ਯਾਦ ਵਿੱਚ ਹਰ ਸਾਲ ਸਮਾਗਮ ਕਰਵਾਏ ਜਾਂਦੇ ਹਨ ਅਤੇ ਸੰਗਤਾਂ ਵੱਡੀ ਗਿਣਤੀ ਵਿੱਚ ਸ਼ਾਮਲ ਹੁੰਦੀਆਂ ਹਨ। <box>962 214 1275 251</box>
article-body <box>640 452 953 502</box>
photo-person <box>1218 522 1254 655</box>
notice-list-english <box>7 707 309 943</box>
article-body <box>318 148 631 267</box>
photo-story <box>962 379 1275 728</box>
page-number: 7 <box>1232 0 1270 63</box>
article-paragraph: ਉਨ੍ਹਾਂ ਦੱਸਿਆ ਕਿ ਵੋਟਾਂ ਦੀ ਗਿਣਤੀ ਉਸੇ ਦਿਨ ਵੋਟਿੰਗ ਖ਼ਤਮ ਹੋਣ ਤੋਂ ਬਾਅਦ ਕੀਤੀ ਜਾਵੇਗੀ। ਸੂਬੇ ਵਿੱਚ ਕੁੱਲ 1.33 ਕਰੋੜ ਤੋਂ ਵੱਧ ਵੋਟਰ ਆਪਣੇ ਵੋਟ ਦੇ ਅਧਿਕਾਰ ਦੀ ਵਰਤੋਂ ਕਰਨਗੇ। ਚੋਣ ਜ਼ਾਬਤਾ ਤੁਰੰਤ ਪ੍ਰਭਾਵ ਨਾਲ ਲਾਗੂ ਹੋ ਗਿਆ ਹੈ ਅਤੇ ਇਹ ਚੋਣ ਪ੍ਰਕਿਰਿਆ ਮੁਕੰਮਲ ਹੋਣ ਤੱਕ ਜਾਰੀ ਰਹੇਗਾ। <box>640 244 953 293</box>
notice-item: ਮੈਂ ਜਸਪਾਲ ਕੌਰ ਪੁੱਤਰੀ ਗਿਆਨ ਸਿੰਘ ਵਾਸੀ ਖਰੜ ਨੇ ਆਪਣਾ ਨਾਮ ਬਦਲ ਕੇ ਜਸਪਾਲ ਕੌਰ ਰੱਖ ਲਿਆ ਹੈ। ਨੋਟ ਕੀਤਾ ਜਾਵੇ। <box>7 580 309 603</box>
column-news-3 <box>640 69 953 715</box>
article-body <box>640 201 953 294</box>
